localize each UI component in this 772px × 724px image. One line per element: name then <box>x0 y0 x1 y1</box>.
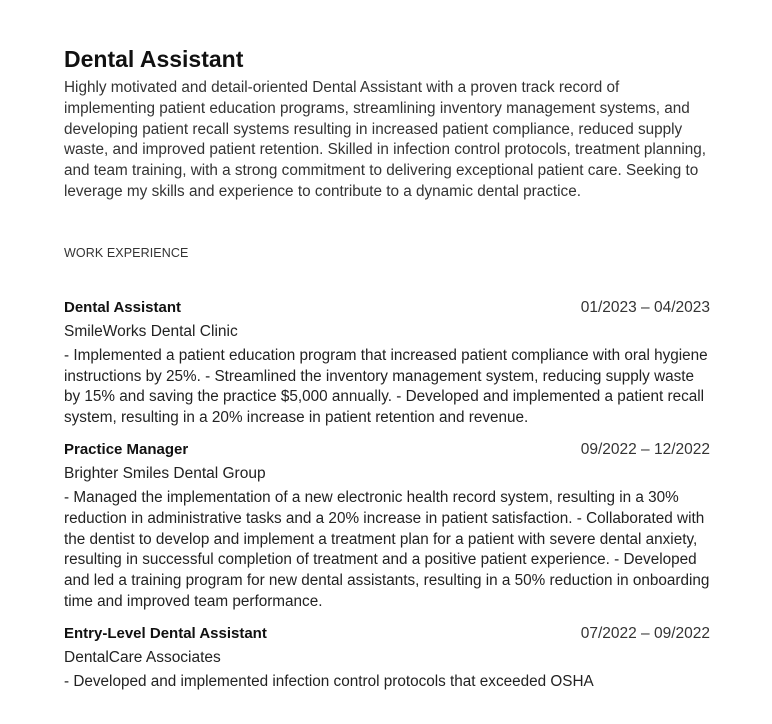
job-header <box>64 297 710 319</box>
job-entry <box>64 439 710 613</box>
job-company: DentalCare Associates <box>64 648 221 666</box>
job-title: Dental Assistant <box>64 298 181 316</box>
job-dates: 09/2022 – 12/2022 <box>580 440 710 458</box>
job-dates: 07/2022 – 09/2022 <box>580 624 710 642</box>
job-entry <box>64 623 710 693</box>
job-dates: 01/2023 – 04/2023 <box>580 298 710 316</box>
job-description: - Implemented a patient education program that increased patient compliance with oral hygiene instructions by 25%. - Streamlined the inventory management system, reducing supply waste by 15% and saving the practice $5,000 annually. - Developed and implemented a patient recall system, resulting in a 20% increase in patient retention and revenue. <box>64 346 708 427</box>
job-description: - Developed and implemented infection control protocols that exceeded OSHA <box>64 672 594 690</box>
work-experience-heading: WORK EXPERIENCE <box>64 245 189 260</box>
resume-page <box>64 44 710 703</box>
work-experience-list <box>64 297 710 693</box>
resume-summary: Highly motivated and detail-oriented Dental Assistant with a proven track record of implementing patient education programs, streamlining inventory management systems, and developing patient recall systems resulting in increased patient compliance, reduced supply waste, and improved patient retention. Skilled in infection control protocols, treatment planning, and team training, with a strong commitment to delivering exceptional patient care. Seeking to leverage my skills and experience to contribute to a dynamic dental practice. <box>64 79 706 200</box>
job-header <box>64 623 710 645</box>
job-company: SmileWorks Dental Clinic <box>64 322 238 340</box>
job-description: - Managed the implementation of a new electronic health record system, resulting in a 30% reduction in administrative tasks and a 20% increase in patient satisfaction. - Collaborated with the dentist to develop and implement a treatment plan for a patient with severe dental anxiety, resulting in successful completion of treatment and a positive patient experience. - Developed and led a training program for new dental assistants, resulting in a 50% reduction in onboarding time and improved team performance. <box>64 488 710 610</box>
job-title: Practice Manager <box>64 440 189 458</box>
job-company: Brighter Smiles Dental Group <box>64 464 266 482</box>
job-title: Entry-Level Dental Assistant <box>64 624 267 642</box>
resume-title: Dental Assistant <box>64 46 244 72</box>
job-header <box>64 439 710 461</box>
job-entry <box>64 297 710 429</box>
